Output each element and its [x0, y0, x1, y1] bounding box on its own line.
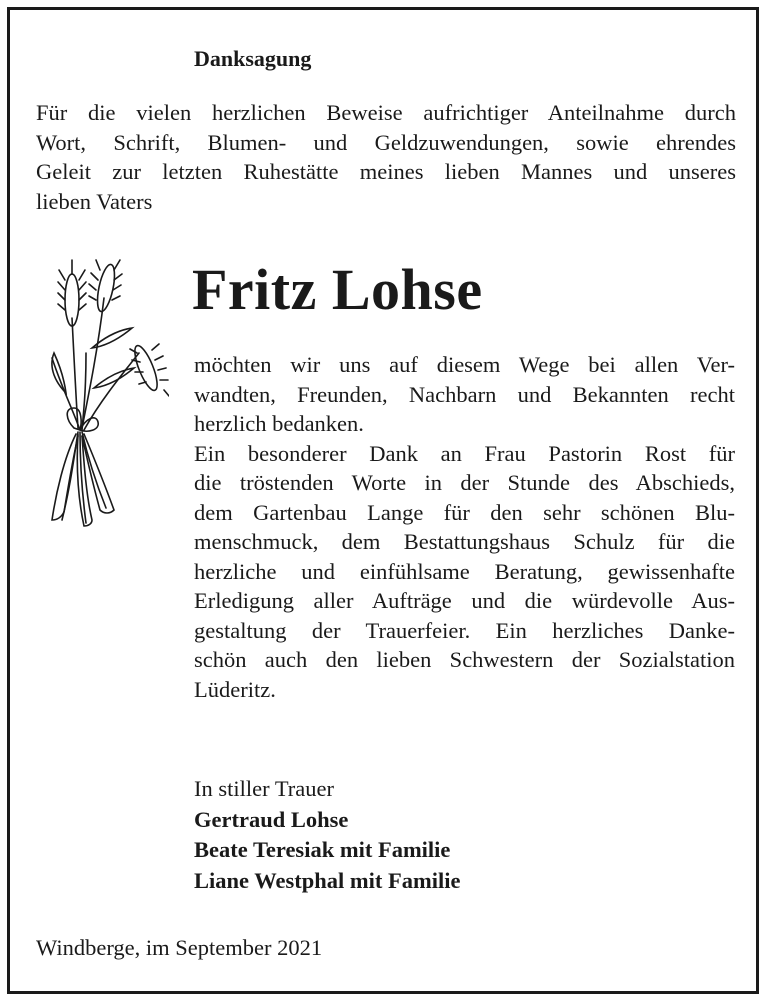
deceased-name: Fritz Lohse	[192, 257, 483, 322]
body-line: herzliche und einfühlsame Beratung, gewissenhafte	[194, 558, 735, 584]
notice-title: Danksagung	[194, 46, 312, 71]
body-line: herzlich bedanken.	[194, 411, 364, 436]
body-line: die tröstenden Worte in der Stunde des Abschieds,	[194, 470, 735, 495]
signature-block	[194, 774, 460, 896]
notice-frame	[7, 7, 759, 994]
signature-lead: In stiller Trauer	[194, 776, 334, 801]
body-line: Ein besonderer Dank an Frau Pastorin Rost für	[194, 440, 735, 466]
signature-name: Liane Westphal mit Familie	[194, 867, 461, 893]
signature-name: Beate Teresiak mit Familie	[194, 837, 451, 862]
thanks-paragraph	[194, 350, 735, 704]
intro-paragraph	[36, 98, 736, 216]
signature-name: Gertraud Lohse	[194, 806, 349, 832]
body-line: menschmuck, dem Bestattungshaus Schulz für die	[194, 529, 735, 554]
body-line: wandten, Freunden, Nachbarn und Bekannten recht	[194, 381, 735, 407]
body-line: dem Gartenbau Lange für den sehr schönen Blu-	[194, 499, 735, 525]
intro-line: lieben Vaters	[36, 188, 153, 214]
place-date: Windberge, im September 2021	[36, 935, 323, 960]
intro-line: Für die vielen herzlichen Beweise aufrichtiger Anteilnahme durch	[36, 100, 736, 125]
body-line: schön auch den lieben Schwestern der Sozialstation	[194, 647, 735, 672]
body-line: gestaltung der Trauerfeier. Ein herzliches Danke-	[194, 617, 735, 643]
wheat-bundle-icon	[34, 258, 169, 533]
intro-line: Wort, Schrift, Blumen- und Geldzuwendungen, sowie ehrendes	[36, 129, 736, 155]
intro-line: Geleit zur letzten Ruhestätte meines lieben Mannes und unseres	[36, 159, 736, 184]
body-line: möchten wir uns auf diesem Wege bei allen Ver-	[194, 352, 735, 377]
body-line: Lüderitz.	[194, 676, 276, 702]
body-line: Erledigung aller Aufträge und die würdevolle Aus-	[194, 588, 735, 613]
